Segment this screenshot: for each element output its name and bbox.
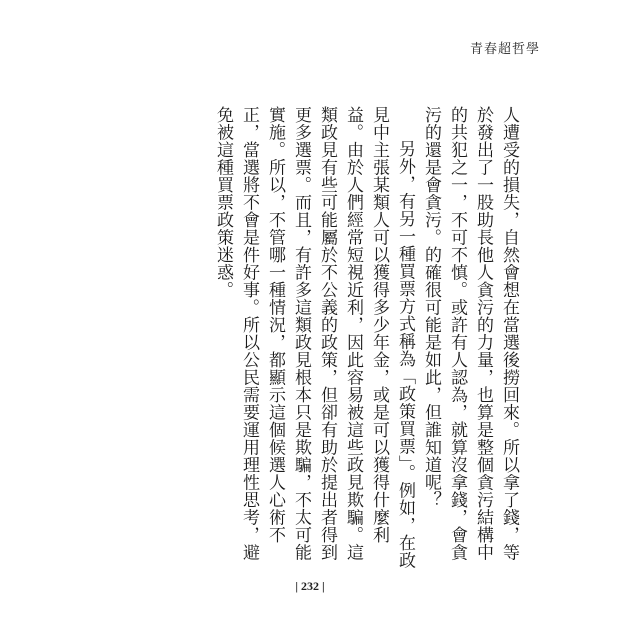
paragraph-2: 另外，有另一種買票方式稱為「政策買票」。例如，在政見中主張某類人可以獲得多少年金，或是可以獲得什麼利益。由於人們經常短視近利，因此容易被這些政見欺騙。這類政見有些可能屬於不公義的政策，但卻有助於提出者得到更多選票。而且，有許多這類政見根本只是欺騙，不太可能實施。所以，不管哪一種情況，都顯示這個候選人心術不正，當選將不會是件好事。所以公民需要運用理性思考，避免被這種買票政策迷惑。: [213, 106, 415, 569]
vertical-text-block: [210, 106, 522, 576]
page-number: | 232 |: [295, 579, 325, 593]
running-head-title: 青春超哲學: [469, 42, 540, 57]
paragraph-1: 人遭受的損失，自然會想在當選後撈回來。所以拿了錢，等於發出了一股助長他人貪污的力量，也算是整個貪污結構中的共犯之一，不可不慎。或許有人認為，就算沒拿錢，會貪污的還是會貪污。的確很可能是如此，但誰知道呢？: [421, 106, 519, 561]
